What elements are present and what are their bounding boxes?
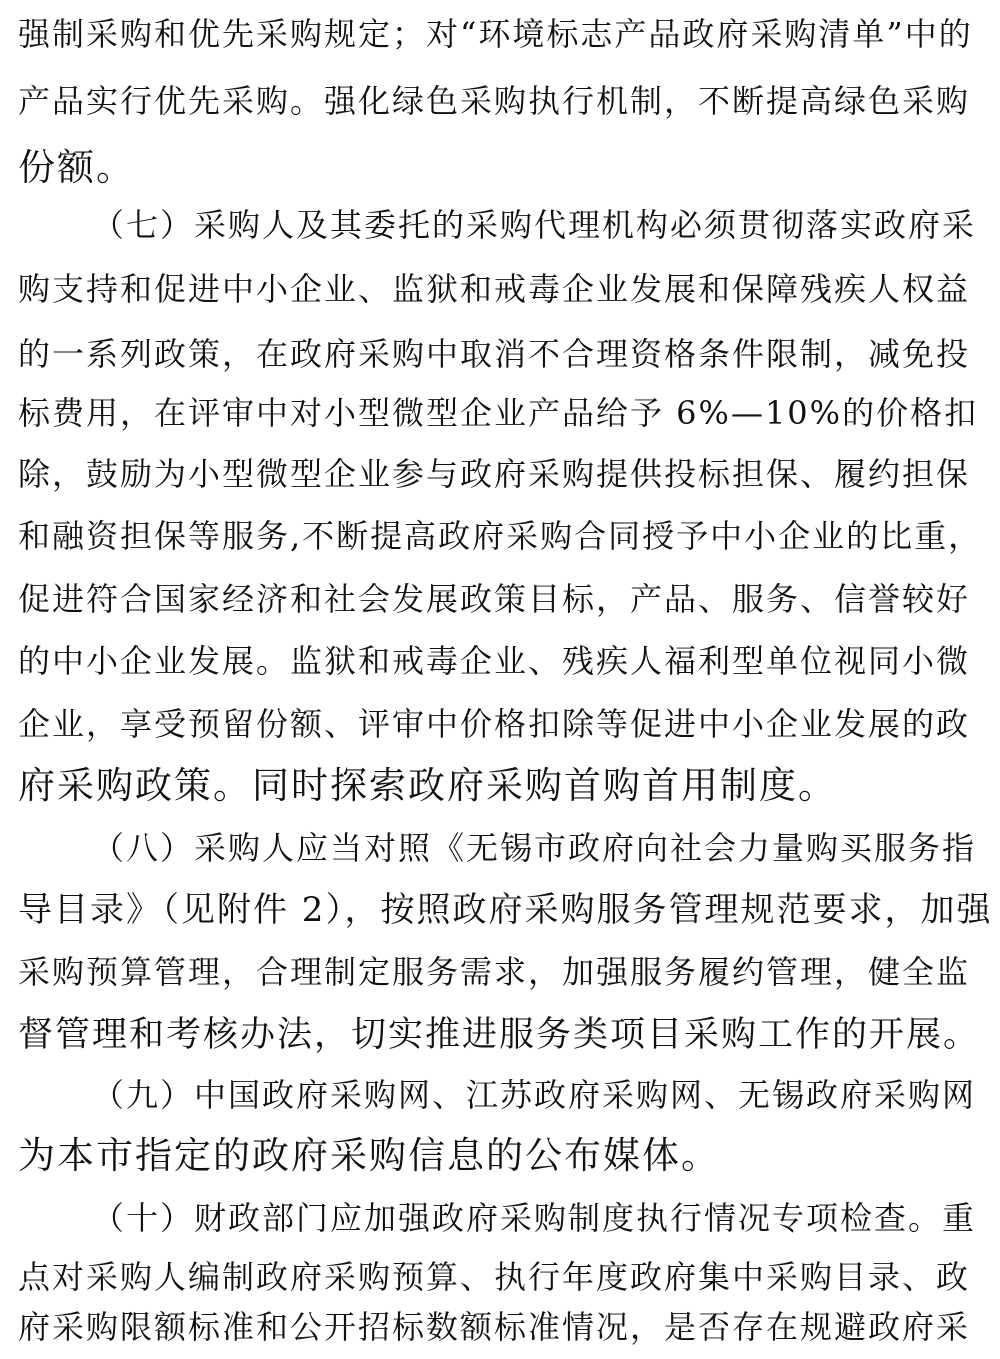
- text-line: 标费用，在评审中对小型微型企业产品给予 6%—10%的价格扣: [18, 394, 979, 432]
- text-line: 除，鼓励为小型微型企业参与政府采购提供投标担保、履约担保: [18, 455, 971, 493]
- text-line: 府采购限额标准和公开招标数额标准情况，是否存在规避政府采: [18, 1308, 971, 1346]
- text-line: 采购预算管理，合理制定服务需求，加强服务履约管理，健全监: [18, 953, 971, 991]
- text-line: 督管理和考核办法，切实推进服务类项目采购工作的开展。: [18, 1015, 981, 1055]
- text-line: 企业，享受预留份额、评审中价格扣除等促进中小企业发展的政: [18, 705, 971, 743]
- text-line: 导目录》（见附件 2），按照政府采购服务管理规范要求，加强: [18, 890, 993, 930]
- text-line: 府采购政策。同时探索政府采购首购首用制度。: [18, 764, 837, 807]
- text-line: 为本市指定的政府采购信息的公布媒体。: [18, 1134, 720, 1177]
- paragraph-9-start: （九）中国政府采购网、江苏政府采购网、无锡政府采购网: [92, 1076, 977, 1114]
- paragraph-8-start: （八）采购人应当对照《无锡市政府向社会力量购买服务指: [92, 829, 977, 867]
- text-line: 份额。: [18, 146, 135, 189]
- paragraph-10-start: （十）财政部门应加强政府采购制度执行情况专项检查。重: [92, 1199, 977, 1237]
- text-line: 点对采购人编制政府采购预算、执行年度政府集中采购目录、政: [18, 1258, 971, 1296]
- text-line: 促进符合国家经济和社会发展政策目标，产品、服务、信誉较好: [18, 580, 971, 618]
- paragraph-7-start: （七）采购人及其委托的采购代理机构必须贯彻落实政府采: [92, 206, 977, 244]
- text-line: 强制采购和优先采购规定；对“环境标志产品政府采购清单”中的: [18, 15, 973, 53]
- text-line: 产品实行优先采购。强化绿色采购执行机制，不断提高绿色采购: [18, 82, 971, 120]
- text-line: 购支持和促进中小企业、监狱和戒毒企业发展和保障残疾人权益: [18, 270, 971, 308]
- text-line: 的中小企业发展。监狱和戒毒企业、残疾人福利型单位视同小微: [18, 642, 971, 680]
- text-line: 和融资担保等服务,不断提高政府采购合同授予中小企业的比重，: [18, 517, 983, 555]
- text-line: 的一系列政策，在政府采购中取消不合理资格条件限制，减免投: [18, 335, 971, 373]
